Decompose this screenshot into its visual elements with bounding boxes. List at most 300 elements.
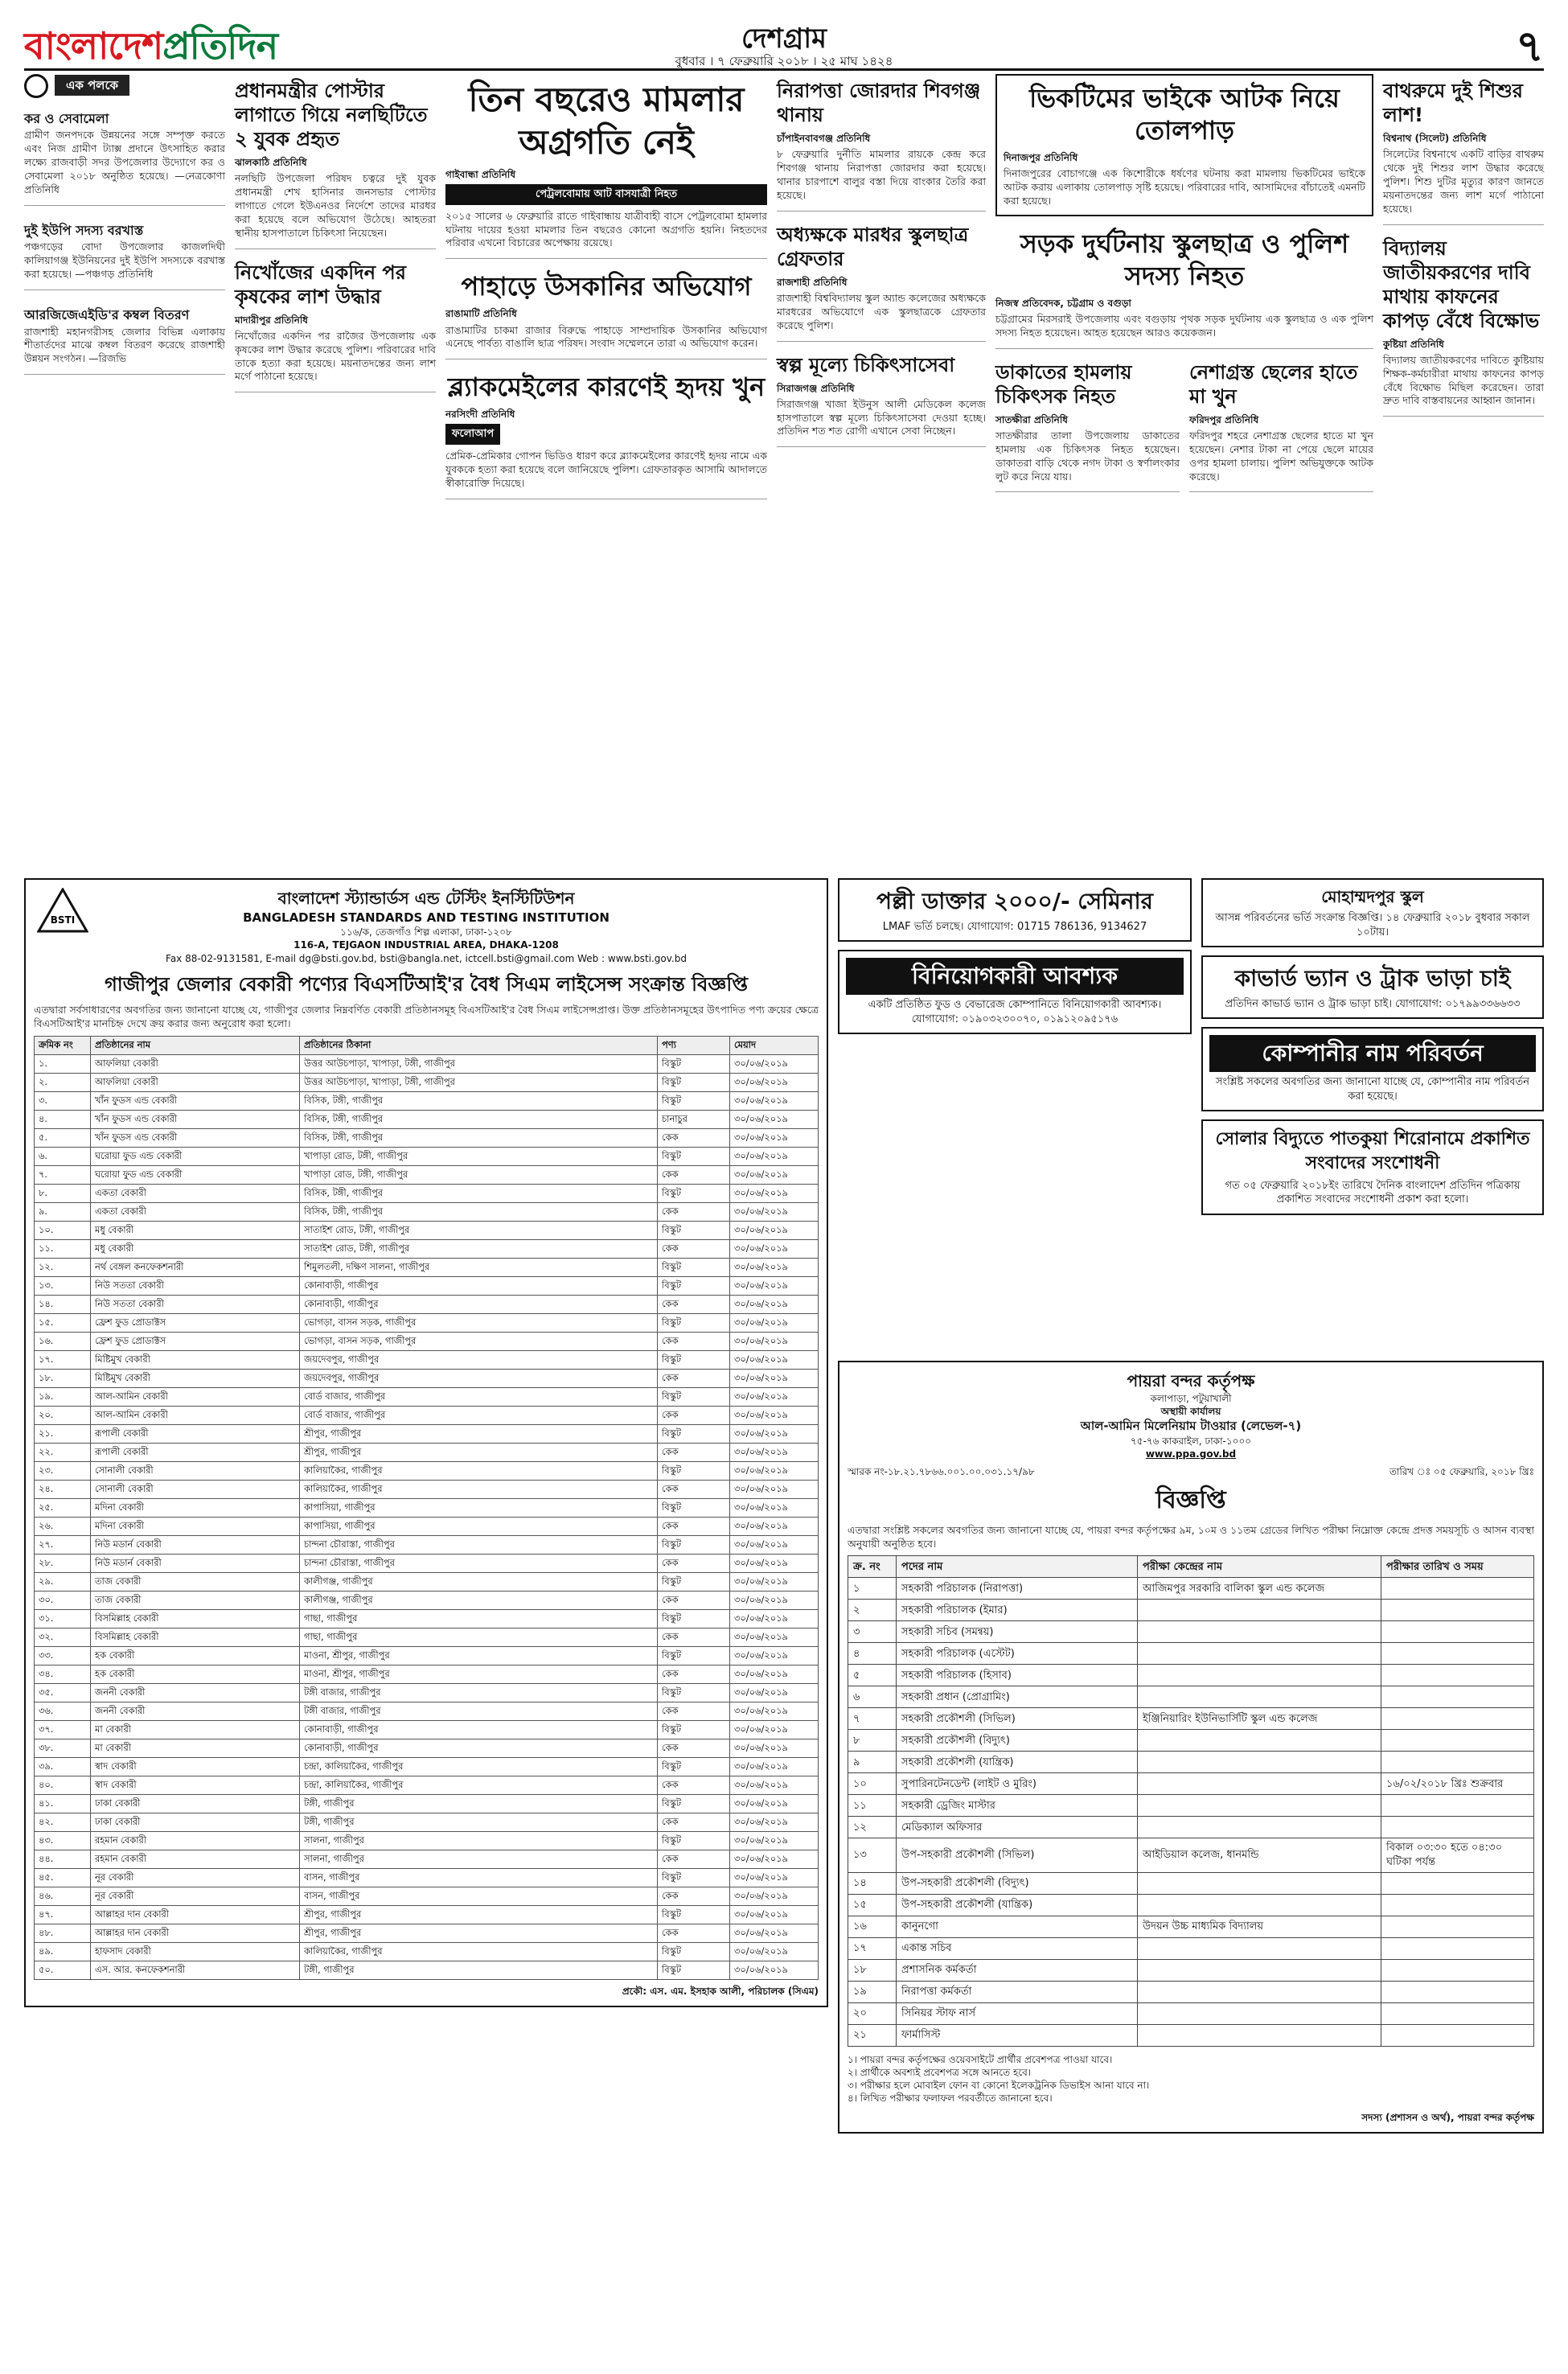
table-cell: সোনালী বেকারী [91, 1480, 300, 1498]
table-row [848, 1916, 1534, 1937]
table-cell: ৯. [35, 1202, 91, 1221]
table-cell: ৩০/০৬/২০১৯ [730, 1720, 819, 1739]
table-cell [1138, 1643, 1381, 1665]
table-cell: বিসিক, টঙ্গী, গাজীপুর [300, 1110, 658, 1128]
bsti-table-body [35, 1054, 819, 1979]
ppa-signatory: সদস্য (প্রশাসন ও অর্থ), পায়রা বন্দর কর্তৃপক্ষ [1361, 2112, 1534, 2124]
table-row [848, 1600, 1534, 1621]
table-row [35, 1683, 819, 1702]
table-row [848, 1752, 1534, 1773]
table-cell: বিস্কুট [658, 1313, 730, 1332]
table-cell: ৩০/০৬/২০১৯ [730, 1091, 819, 1110]
table-cell: ৩০/০৬/২০১৯ [730, 1831, 819, 1850]
table-cell: ৩০/০৬/২০১৯ [730, 1942, 819, 1961]
table-cell: আল্লাহর দান বেকারী [91, 1924, 300, 1942]
story-body: সিরাজগঞ্জ খাজা ইউনুস আলী মেডিকেল কলেজ হাসপাতালে স্বল্প মূল্যে চিকিৎসাসেবা দেওয়া হচ্ছে। প্রতিদিন শত শত রোগী এখানে সেবা নিচ্ছেন। [777, 397, 986, 437]
story-poster[interactable] [235, 74, 436, 249]
table-cell [1138, 2024, 1381, 2046]
table-cell [1138, 1665, 1381, 1686]
table-cell [1381, 1937, 1534, 1959]
table-cell: ২২. [35, 1443, 91, 1461]
table-cell: ৩০/০৬/২০১৯ [730, 1295, 819, 1313]
table-cell: একতা বেকারী [91, 1202, 300, 1221]
table-cell: ৪৫. [35, 1868, 91, 1887]
table-row [35, 1924, 819, 1942]
story-victim[interactable] [995, 74, 1373, 216]
story-body: চট্টগ্রামের মিরসরাই উপজেলায় এবং বগুড়ায় পৃথক সড়ক দুর্ঘটনায় এক স্কুলছাত্র ও এক পুলিশ সদস্য নিহত হয়েছেন। আহত হয়েছেন আরও কয়েকজন। [995, 313, 1373, 339]
table-cell: স্বাদ বেকারী [91, 1776, 300, 1794]
story-case[interactable] [445, 74, 767, 259]
page-number: ৭ [1515, 21, 1544, 72]
table-row [35, 1702, 819, 1720]
table-cell: ৩০/০৬/২০১৯ [730, 1258, 819, 1276]
table-cell: ৪৮. [35, 1924, 91, 1942]
story-headline: বিদ্যালয় জাতীয়করণের দাবি মাথায় কাফনের কাপড় বেঁধে বিক্ষোভ [1383, 236, 1540, 332]
table-cell: ৩০/০৬/২০১৯ [730, 1850, 819, 1868]
table-row [35, 1942, 819, 1961]
table-cell: বিস্কুট [658, 1054, 730, 1073]
table-cell: ৩০/০৬/২০১৯ [730, 1702, 819, 1720]
table-row [35, 1831, 819, 1850]
table-cell: আল-আমিন বেকারী [91, 1387, 300, 1406]
table-cell: উত্তর আউচপাড়া, খাপাড়া, টঙ্গী, গাজীপুর [300, 1073, 658, 1091]
ppa-address2: ৭৫-৭৬ কাকরাইল, ঢাকা-১০০০ [1130, 1435, 1252, 1447]
table-cell: কেক [658, 1480, 730, 1498]
bsti-address-en: 116-A, TEJGAON INDUSTRIAL AREA, DHAKA-1208 [293, 939, 559, 951]
bsti-address-bn: ১১৬/ক, তেজগাঁও শিল্প এলাকা, ঢাকা-১২০৮ [340, 926, 512, 939]
table-cell [1381, 1578, 1534, 1600]
ad-sub: আসন্ন পরিবর্তনের ভর্তি সংক্রান্ত বিজ্ঞপ্তি। ১৪ ফেব্রুয়ারি ২০১৮ বুধবার সকাল ১০টায়। [1215, 912, 1530, 939]
table-cell: বিস্কুট [658, 1720, 730, 1739]
table-cell: সহকারী প্রকৌশলী (বিদ্যুৎ) [897, 1730, 1138, 1752]
story-byline: রাজশাহী প্রতিনিধি [777, 276, 848, 288]
ad-title: সোলার বিদ্যুতে পাতকুয়া শিরোনামে প্রকাশিত সংবাদের সংশোধনী [1215, 1129, 1530, 1174]
table-cell: কেক [658, 1332, 730, 1350]
bsti-org-en: BANGLADESH STANDARDS AND TESTING INSTITUTION [243, 910, 610, 925]
table-cell [1138, 1981, 1381, 2002]
column-ek-polok [24, 74, 225, 381]
table-cell: ৩০/০৬/২০১৯ [730, 1221, 819, 1239]
table-cell: কানুনগো [897, 1916, 1138, 1937]
story-byline: গাইবান্ধা প্রতিনিধি [445, 169, 516, 180]
table-cell: নূর বেকারী [91, 1868, 300, 1887]
table-cell: কেক [658, 1517, 730, 1535]
ppa-web-link[interactable]: www.ppa.gov.bd [1145, 1448, 1237, 1460]
table-cell: ৩০/০৬/২০১৯ [730, 1369, 819, 1387]
table-cell: ২০. [35, 1406, 91, 1424]
table-cell: কালীগঞ্জ, গাজীপুর [300, 1591, 658, 1609]
table-header-row [848, 1556, 1534, 1578]
table-row [35, 1757, 819, 1776]
table-cell: চন্দ্রা, কালিয়াকৈর, গাজীপুর [300, 1757, 658, 1776]
table-cell: জননী বেকারী [91, 1702, 300, 1720]
table-cell: সহকারী পরিচালক (হিসাব) [897, 1665, 1138, 1686]
table-cell: খাঁন ফুডস এন্ড বেকারী [91, 1110, 300, 1128]
table-row [848, 1981, 1534, 2002]
table-cell: সহকারী পরিচালক (ইমার) [897, 1600, 1138, 1621]
table-cell: ১৯ [848, 1981, 897, 2002]
column-header: পণ্য [658, 1036, 730, 1054]
table-row [35, 1387, 819, 1406]
brief-body: রাজশাহী মহানগরীসহ জেলার বিভিন্ন এলাকায় শীতার্তদের মাঝে কম্বল বিতরণ করেছে রাজশাহী উন্নয়ন সংগঠন। —রিজভি [24, 325, 225, 365]
story-bathroom[interactable] [1383, 74, 1544, 225]
table-cell: ৩০/০৬/২০১৯ [730, 1165, 819, 1184]
table-cell: মধু বেকারী [91, 1239, 300, 1258]
table-cell: বিস্কুট [658, 1609, 730, 1628]
table-cell [1138, 1817, 1381, 1838]
table-cell: ৩০/০৬/২০১৯ [730, 1110, 819, 1128]
table-cell: ২১ [848, 2024, 897, 2046]
table-cell: সহকারী প্রকৌশলী (সিভিল) [897, 1708, 1138, 1730]
table-cell: ৩০/০৬/২০১৯ [730, 1609, 819, 1628]
table-cell: বিস্কুট [658, 1424, 730, 1443]
ppa-org: পায়রা বন্দর কর্তৃপক্ষ [1127, 1371, 1255, 1390]
brief-item[interactable] [24, 212, 225, 290]
table-row [35, 1535, 819, 1554]
story-body: ফরিদপুর শহরে নেশাগ্রস্ত ছেলের হাতে মা খুন হয়েছেন। নেশার টাকা না পেয়ে ছেলে মায়ের ওপর হামলা চালায়। পুলিশ অভিযুক্তকে আটক করেছে। [1189, 429, 1373, 483]
table-cell: ৩৩. [35, 1646, 91, 1665]
table-cell [1381, 1817, 1534, 1838]
table-cell: খাপাড়া রোড, টঙ্গী, গাজীপুর [300, 1165, 658, 1184]
table-cell: ১৫. [35, 1313, 91, 1332]
story-security[interactable] [777, 74, 986, 212]
table-cell: বিসিক, টঙ্গী, গাজীপুর [300, 1128, 658, 1147]
table-row [35, 1813, 819, 1831]
ad-seminar[interactable] [838, 878, 1192, 942]
table-cell: কেক [658, 1406, 730, 1424]
table-cell: ইঞ্জিনিয়ারিং ইউনিভার্সিটি স্কুল এন্ড কলেজ [1138, 1708, 1381, 1730]
table-cell [1138, 1686, 1381, 1708]
table-cell: ৩০/০৬/২০১৯ [730, 1443, 819, 1461]
table-cell: ২৬. [35, 1517, 91, 1535]
table-cell: সাতাইশ রোড, টঙ্গী, গাজীপুর [300, 1221, 658, 1239]
story-robbery[interactable] [995, 355, 1180, 493]
table-cell: বিসিক, টঙ্গী, গাজীপুর [300, 1184, 658, 1202]
table-row [35, 1258, 819, 1276]
table-cell: কেক [658, 1850, 730, 1868]
table-row [35, 1591, 819, 1609]
table-cell: বিস্কুট [658, 1942, 730, 1961]
table-cell: কেক [658, 1739, 730, 1757]
table-row [35, 1609, 819, 1628]
table-row [35, 1517, 819, 1535]
table-cell: গাছা, গাজীপুর [300, 1628, 658, 1646]
story-farmer[interactable] [235, 256, 436, 393]
table-cell: ৪২. [35, 1813, 91, 1831]
ad-classified[interactable] [1201, 955, 1544, 1019]
table-cell: বিস্কুট [658, 1905, 730, 1924]
table-cell: খাঁন ফুডস এন্ড বেকারী [91, 1091, 300, 1110]
ppa-note: ১। পায়রা বন্দর কর্তৃপক্ষের ওয়েবসাইটে প্রার্থীর প্রবেশপত্র পাওয়া যাবে। [848, 2053, 1113, 2065]
table-cell: কাপাসিয়া, গাজীপুর [300, 1498, 658, 1517]
table-cell: মদিনা বেকারী [91, 1517, 300, 1535]
table-cell: স্বাদ বেকারী [91, 1757, 300, 1776]
table-cell: ১০ [848, 1773, 897, 1795]
table-cell: কেক [658, 1628, 730, 1646]
table-cell: নিউ সততা বেকারী [91, 1276, 300, 1295]
table-cell: ৩০/০৬/২০১৯ [730, 1535, 819, 1554]
bsti-header [34, 888, 819, 965]
table-cell [1138, 1937, 1381, 1959]
table-cell: ৩১. [35, 1609, 91, 1628]
ppa-header [848, 1370, 1534, 1460]
column-header: ক্র. নং [848, 1556, 897, 1578]
story-protest[interactable] [1383, 232, 1544, 417]
story-headline: নিরাপত্তা জোরদার শিবগঞ্জ থানায় [777, 80, 981, 126]
table-cell: বিস্কুট [658, 1794, 730, 1813]
table-cell [1138, 1795, 1381, 1817]
table-cell: বিস্কুট [658, 1961, 730, 1979]
table-row [35, 1091, 819, 1110]
story-accident[interactable] [995, 223, 1373, 349]
table-cell: কালিয়াকৈর, গাজীপুর [300, 1480, 658, 1498]
story-byline: দিনাজপুর প্রতিনিধি [1004, 152, 1078, 163]
table-cell: বিস্কুট [658, 1258, 730, 1276]
table-cell: কেক [658, 1813, 730, 1831]
story-byline: নরসিংদী প্রতিনিধি [445, 409, 515, 421]
table-row [848, 1894, 1534, 1916]
ppa-intro: এতদ্বারা সংশ্লিষ্ট সকলের অবগতির জন্য জানানো যাচ্ছে যে, পায়রা বন্দর কর্তৃপক্ষের ৯ম, ১০ম ও ১১তম গ্রেডের লিখিত পরীক্ষা নিম্নোক্ত কেন্দ্রে প্রদত্ত সময়সূচি ও আসন ব্যবস্থা অনুযায়ী অনুষ্ঠিত হবে। [848, 1523, 1534, 1550]
table-cell: ৭ [848, 1708, 897, 1730]
table-row [35, 1165, 819, 1184]
table-cell [1138, 1730, 1381, 1752]
column-header: প্রতিষ্ঠানের ঠিকানা [300, 1036, 658, 1054]
table-row [35, 1461, 819, 1480]
table-cell: কালিয়াকৈর, গাজীপুর [300, 1942, 658, 1961]
story-headline: বাথরুমে দুই শিশুর লাশ! [1383, 80, 1523, 126]
story-principal[interactable] [777, 218, 986, 342]
ad-sub: প্রতিদিন কাভার্ড ভ্যান ও ট্রাক ভাড়া চাই। যোগাযোগ: ০১৭৯৯৩৩৬৬৩৩ [1225, 997, 1521, 1010]
dateline: বুধবার । ৭ ফেব্রুয়ারি ২০১৮ । ২৫ মাঘ ১৪২৪ [675, 54, 893, 68]
column-3 [445, 74, 767, 506]
table-cell: টঙ্গী বাজার, গাজীপুর [300, 1683, 658, 1702]
table-cell [1138, 1872, 1381, 1894]
table-cell: জয়দেবপুর, গাজীপুর [300, 1350, 658, 1369]
table-cell: ৩. [35, 1091, 91, 1110]
table-cell: সহকারী প্রকৌশলী (যান্ত্রিক) [897, 1752, 1138, 1773]
table-cell: মদিনা বেকারী [91, 1498, 300, 1517]
table-cell: ৪ [848, 1643, 897, 1665]
ppa-date: তারিখ ঃ ০৫ ফেব্রুয়ারি, ২০১৮ খ্রিঃ [1389, 1466, 1534, 1477]
table-cell: ২৫. [35, 1498, 91, 1517]
story-headline: সড়ক দুর্ঘটনায় স্কুলছাত্র ও পুলিশ সদস্য নিহত [1020, 228, 1349, 291]
table-cell [1381, 1752, 1534, 1773]
ad-mohammadpur[interactable] [1201, 878, 1544, 947]
table-cell: সুপারিনটেনডেন্ট (লাইট ও মুরিং) [897, 1773, 1138, 1795]
table-row [35, 1739, 819, 1757]
table-row [35, 1332, 819, 1350]
ad-title: বিনিয়োগকারী আবশ্যক [846, 958, 1184, 995]
table-row [35, 1350, 819, 1369]
table-cell [1381, 1894, 1534, 1916]
table-cell: ৮ [848, 1730, 897, 1752]
table-cell: ২৯. [35, 1572, 91, 1591]
ppa-notice-column [838, 1361, 1544, 2134]
table-row [848, 1686, 1534, 1708]
table-cell: কেক [658, 1591, 730, 1609]
table-cell: ঘরোয়া ফুড এন্ড বেকারী [91, 1147, 300, 1165]
ad-name-change[interactable] [1201, 1027, 1544, 1111]
table-cell: আজিমপুর সরকারি বালিকা স্কুল এন্ড কলেজ [1138, 1578, 1381, 1600]
masthead [24, 18, 1544, 71]
table-cell: ৩০/০৬/২০১৯ [730, 1424, 819, 1443]
table-row [35, 1369, 819, 1387]
swirl-icon [24, 74, 48, 98]
table-cell: ভোগড়া, বাসন সড়ক, গাজীপুর [300, 1332, 658, 1350]
table-row [35, 1572, 819, 1591]
content-grid [24, 74, 1544, 2350]
ad-sub: একটি প্রতিষ্ঠিত ফুড ও বেভারেজ কোম্পানিতে বিনিয়োগকারী আবশ্যক। যোগাযোগ: ০১৯০৩২৩০০৭০, ০১৯১২০৯৫১৭৬ [868, 999, 1162, 1025]
table-cell [1381, 2024, 1534, 2046]
table-cell: কাপাসিয়া, গাজীপুর [300, 1517, 658, 1535]
table-row [848, 1795, 1534, 1817]
table-cell: খাপাড়া রোড, টঙ্গী, গাজীপুর [300, 1147, 658, 1165]
table-row [35, 1480, 819, 1498]
table-cell: ৬ [848, 1686, 897, 1708]
table-header-row [35, 1036, 819, 1054]
table-cell: টঙ্গী, গাজীপুর [300, 1961, 658, 1979]
table-row [848, 1838, 1534, 1872]
table-row [35, 1665, 819, 1683]
story-health[interactable] [777, 348, 986, 448]
table-row [35, 1720, 819, 1739]
newspaper-logo[interactable] [24, 21, 277, 71]
table-cell: হক বেকারী [91, 1665, 300, 1683]
brief-item[interactable] [24, 297, 225, 375]
table-row [35, 1794, 819, 1813]
table-cell: ৫০. [35, 1961, 91, 1979]
ek-polok-tag: এক পলকে [55, 75, 129, 96]
table-cell: ৩০/০৬/২০১৯ [730, 1073, 819, 1091]
story-headline: প্রধানমন্ত্রীর পোস্টার লাগাতে গিয়ে নলছিটিতে ২ যুবক প্রহৃত [235, 80, 428, 150]
story-hill[interactable] [445, 265, 767, 359]
brief-title: আরজিজেএইডি'র কম্বল বিতরণ [24, 306, 190, 322]
ad-solar[interactable] [1201, 1119, 1544, 1214]
table-cell: ২ [848, 1600, 897, 1621]
table-cell: ১. [35, 1054, 91, 1073]
story-byline: ঝালকাঠি প্রতিনিধি [235, 157, 307, 168]
column-header: পরীক্ষার তারিখ ও সময় [1381, 1556, 1534, 1578]
table-cell: শ্রীপুর, গাজীপুর [300, 1924, 658, 1942]
ad-sub: LMAF ভর্তি চলছে। যোগাযোগ: 01715 786136, 9134627 [882, 920, 1147, 933]
table-cell: ৩০/০৬/২০১৯ [730, 1757, 819, 1776]
table-cell: ৩০/০৬/২০১৯ [730, 1239, 819, 1258]
table-cell: গাছা, গাজীপুর [300, 1609, 658, 1628]
table-cell: বিসিক, টঙ্গী, গাজীপুর [300, 1202, 658, 1221]
ad-investor[interactable] [838, 950, 1192, 1034]
table-row [35, 1221, 819, 1239]
table-cell: কোনাবাড়ী, গাজীপুর [300, 1276, 658, 1295]
brief-item[interactable] [24, 101, 225, 206]
table-cell: কেক [658, 1924, 730, 1942]
table-cell: ২৩. [35, 1461, 91, 1480]
table-cell: রহমান বেকারী [91, 1850, 300, 1868]
table-cell [1381, 1959, 1534, 1981]
table-cell: চানাচুর [658, 1110, 730, 1128]
bsti-notice-column [24, 878, 828, 2007]
table-row [848, 1708, 1534, 1730]
table-cell: ৩০/০৬/২০১৯ [730, 1665, 819, 1683]
table-cell: ৪১. [35, 1794, 91, 1813]
column-header: প্রতিষ্ঠানের নাম [91, 1036, 300, 1054]
story-headline: নিখোঁজের একদিন পর কৃষকের লাশ উদ্ধার [235, 261, 406, 308]
column-2 [235, 74, 436, 399]
table-cell: ৪৩. [35, 1831, 91, 1850]
bsti-notice[interactable] [24, 878, 828, 2007]
table-cell: ২৪. [35, 1480, 91, 1498]
column-5 [995, 74, 1373, 499]
table-cell [1381, 1665, 1534, 1686]
table-cell: নিরাপত্তা কর্মকর্তা [897, 1981, 1138, 2002]
table-cell: চান্দনা চৌরাস্তা, গাজীপুর [300, 1554, 658, 1572]
table-row [35, 1110, 819, 1128]
table-cell: কেক [658, 1295, 730, 1313]
table-cell: সালনা, গাজীপুর [300, 1850, 658, 1868]
table-cell: নর্থ বেঙ্গল কনফেকশনারী [91, 1258, 300, 1276]
table-cell: ৩০/০৬/২০১৯ [730, 1054, 819, 1073]
story-headline: অধ্যক্ষকে মারধর স্কুলছাত্র গ্রেফতার [777, 223, 969, 270]
table-cell: বিস্কুট [658, 1147, 730, 1165]
table-cell: ১২ [848, 1817, 897, 1838]
table-cell: ২৭. [35, 1535, 91, 1554]
table-row [848, 1872, 1534, 1894]
story-blackmail[interactable] [445, 366, 767, 499]
table-cell [1381, 1730, 1534, 1752]
table-cell: শ্রীপুর, গাজীপুর [300, 1424, 658, 1443]
table-row [848, 1643, 1534, 1665]
table-cell: সিনিয়র স্টাফ নার্স [897, 2002, 1138, 2024]
table-row [35, 1073, 819, 1091]
column-6 [1383, 74, 1544, 423]
table-cell: ৪৯. [35, 1942, 91, 1961]
table-cell: ৩০/০৬/২০১৯ [730, 1776, 819, 1794]
ppa-office: অস্থায়ী কার্যালয় [1160, 1406, 1221, 1418]
table-cell: বিস্কুট [658, 1073, 730, 1091]
table-cell: সালনা, গাজীপুর [300, 1831, 658, 1850]
table-cell: ৩০/০৬/২০১৯ [730, 1591, 819, 1609]
table-cell: ৫. [35, 1128, 91, 1147]
ppa-table [848, 1555, 1534, 2046]
table-cell: কোনাবাড়ী, গাজীপুর [300, 1739, 658, 1757]
table-cell [1381, 1621, 1534, 1643]
table-row [35, 1498, 819, 1517]
story-headline: তিন বছরেও মামলার অগ্রগতি নেই [468, 80, 745, 162]
table-row [35, 1128, 819, 1147]
table-cell: সোনালী বেকারী [91, 1461, 300, 1480]
table-cell: আফলিয়া বেকারী [91, 1054, 300, 1073]
ppa-note: ৩। পরীক্ষার হলে মোবাইল ফোন বা কোনো ইলেকট্রনিক ডিভাইস আনা যাবে না। [848, 2079, 1150, 2091]
bsti-contact: Fax 88-02-9131581, E-mail dg@bsti.gov.bd, bsti@bangla.net, ictcell.bsti@gmail.com Web : www.bsti.gov.bd [166, 952, 687, 964]
story-addict[interactable] [1189, 355, 1373, 493]
table-cell: কোনাবাড়ী, গাজীপুর [300, 1720, 658, 1739]
table-row [35, 1054, 819, 1073]
column-header: ক্রমিক নং [35, 1036, 91, 1054]
table-cell: ১৭ [848, 1937, 897, 1959]
table-cell: জননী বেকারী [91, 1683, 300, 1702]
table-cell: ৩০/০৬/২০১৯ [730, 1387, 819, 1406]
story-byline: রাঙামাটি প্রতিনিধি [445, 308, 517, 320]
table-row [848, 1817, 1534, 1838]
table-cell: ৩০/০৬/২০১৯ [730, 1517, 819, 1535]
table-cell: ১৬. [35, 1332, 91, 1350]
table-cell: শিমুলতলী, দক্ষিণ সালনা, গাজীপুর [300, 1258, 658, 1276]
table-row [35, 1628, 819, 1646]
story-body: সিলেটের বিশ্বনাথে একটি বাড়ির বাথরুম থেকে দুই শিশুর লাশ উদ্ধার করেছে পুলিশ। শিশু দুটির মৃত্যুর কারণ জানতে ময়নাতদন্তের জন্য লাশ মর্গে পাঠানো হয়েছে। [1383, 148, 1544, 215]
ppa-notice[interactable] [838, 1361, 1544, 2134]
table-row [35, 1276, 819, 1295]
table-cell: সহকারী পরিচালক (এস্টেট) [897, 1643, 1138, 1665]
table-cell: কেক [658, 1554, 730, 1572]
